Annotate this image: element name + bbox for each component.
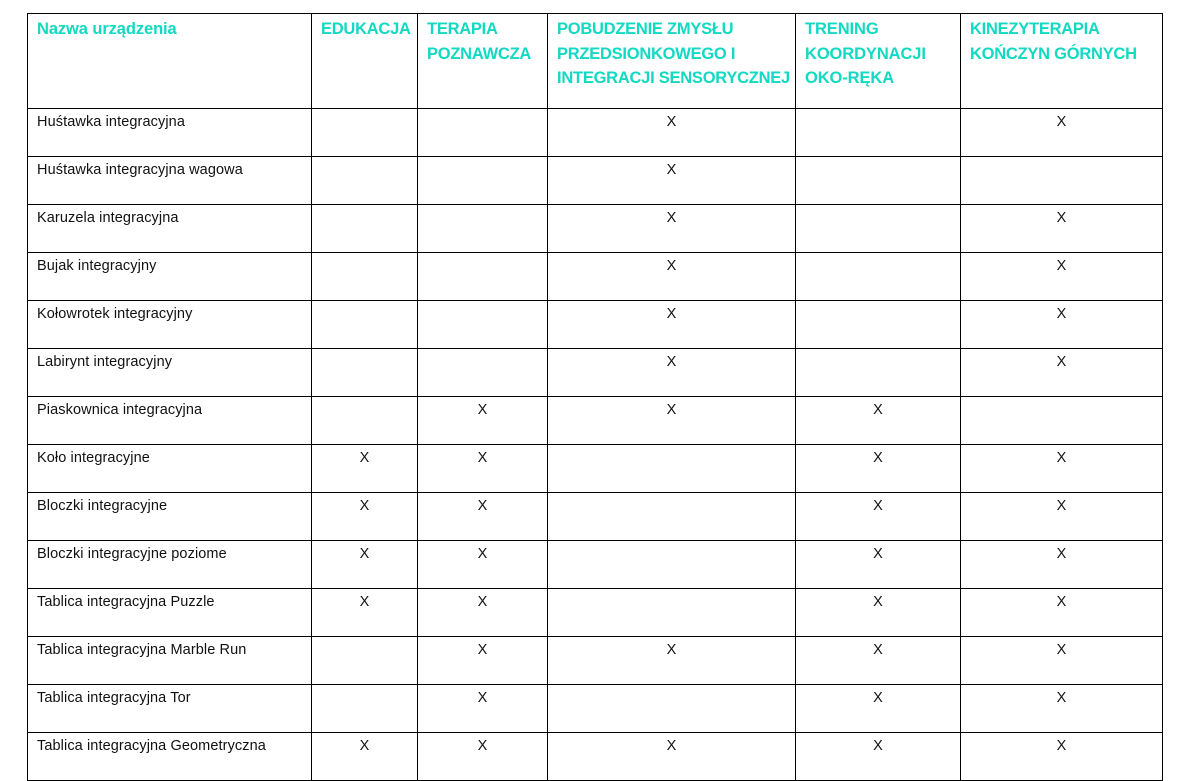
mark-cell-kinezyterapia: X [961, 253, 1163, 301]
mark-cell-kinezyterapia: X [961, 589, 1163, 637]
mark-cell-pobudzenie-zmyslu: X [548, 349, 796, 397]
table-row [28, 397, 1163, 445]
table-row [28, 301, 1163, 349]
table-row [28, 685, 1163, 733]
mark-cell-edukacja: X [312, 733, 418, 781]
mark-cell-kinezyterapia: X [961, 109, 1163, 157]
device-name-cell: Labirynt integracyjny [28, 349, 312, 397]
header-kinezyterapia: KINEZYTERAPIA KOŃCZYN GÓRNYCH [961, 14, 1163, 109]
mark-cell-terapia-poznawcza [418, 253, 548, 301]
device-name-cell: Koło integracyjne [28, 445, 312, 493]
device-name-cell: Tablica integracyjna Marble Run [28, 637, 312, 685]
mark-cell-pobudzenie-zmyslu [548, 589, 796, 637]
table-row [28, 349, 1163, 397]
mark-cell-edukacja [312, 685, 418, 733]
table-row [28, 493, 1163, 541]
mark-cell-trening-koordynacji: X [796, 397, 961, 445]
table-row [28, 253, 1163, 301]
mark-cell-terapia-poznawcza: X [418, 493, 548, 541]
header-terapia-poznawcza: TERAPIA POZNAWCZA [418, 14, 548, 109]
mark-cell-terapia-poznawcza: X [418, 445, 548, 493]
mark-cell-trening-koordynacji: X [796, 637, 961, 685]
mark-cell-pobudzenie-zmyslu: X [548, 205, 796, 253]
table-row [28, 637, 1163, 685]
mark-cell-edukacja [312, 253, 418, 301]
device-name-cell: Bloczki integracyjne poziome [28, 541, 312, 589]
table-row [28, 589, 1163, 637]
header-pobudzenie-zmyslu: POBUDZENIE ZMYSŁU PRZEDSIONKOWEGO I INTEGRACJI SENSORYCZNEJ [548, 14, 796, 109]
mark-cell-terapia-poznawcza: X [418, 637, 548, 685]
mark-cell-pobudzenie-zmyslu: X [548, 637, 796, 685]
table-row [28, 445, 1163, 493]
mark-cell-terapia-poznawcza: X [418, 733, 548, 781]
mark-cell-edukacja [312, 349, 418, 397]
device-name-cell: Huśtawka integracyjna wagowa [28, 157, 312, 205]
mark-cell-terapia-poznawcza [418, 109, 548, 157]
mark-cell-trening-koordynacji [796, 205, 961, 253]
mark-cell-terapia-poznawcza [418, 349, 548, 397]
mark-cell-kinezyterapia: X [961, 349, 1163, 397]
mark-cell-trening-koordynacji: X [796, 493, 961, 541]
mark-cell-edukacja [312, 157, 418, 205]
header-edukacja: EDUKACJA [312, 14, 418, 109]
mark-cell-trening-koordynacji: X [796, 541, 961, 589]
mark-cell-edukacja: X [312, 493, 418, 541]
mark-cell-kinezyterapia: X [961, 493, 1163, 541]
mark-cell-pobudzenie-zmyslu: X [548, 157, 796, 205]
mark-cell-pobudzenie-zmyslu: X [548, 301, 796, 349]
device-name-cell: Tablica integracyjna Tor [28, 685, 312, 733]
mark-cell-pobudzenie-zmyslu [548, 541, 796, 589]
table-row [28, 541, 1163, 589]
mark-cell-kinezyterapia: X [961, 445, 1163, 493]
mark-cell-kinezyterapia: X [961, 685, 1163, 733]
mark-cell-terapia-poznawcza [418, 205, 548, 253]
device-name-cell: Huśtawka integracyjna [28, 109, 312, 157]
mark-cell-trening-koordynacji [796, 349, 961, 397]
mark-cell-edukacja: X [312, 589, 418, 637]
device-name-cell: Tablica integracyjna Geometryczna [28, 733, 312, 781]
mark-cell-edukacja [312, 301, 418, 349]
mark-cell-trening-koordynacji: X [796, 733, 961, 781]
table-row [28, 205, 1163, 253]
header-trening-koordynacji: TRENING KOORDYNACJI OKO-RĘKA [796, 14, 961, 109]
mark-cell-trening-koordynacji: X [796, 685, 961, 733]
device-name-cell: Karuzela integracyjna [28, 205, 312, 253]
device-name-cell: Piaskownica integracyjna [28, 397, 312, 445]
mark-cell-kinezyterapia: X [961, 205, 1163, 253]
device-name-cell: Bujak integracyjny [28, 253, 312, 301]
mark-cell-pobudzenie-zmyslu: X [548, 109, 796, 157]
mark-cell-trening-koordynacji [796, 301, 961, 349]
table-row [28, 733, 1163, 781]
mark-cell-pobudzenie-zmyslu: X [548, 397, 796, 445]
mark-cell-terapia-poznawcza: X [418, 541, 548, 589]
mark-cell-kinezyterapia [961, 397, 1163, 445]
mark-cell-terapia-poznawcza [418, 157, 548, 205]
device-name-cell: Tablica integracyjna Puzzle [28, 589, 312, 637]
mark-cell-edukacja: X [312, 445, 418, 493]
mark-cell-trening-koordynacji [796, 253, 961, 301]
mark-cell-terapia-poznawcza: X [418, 685, 548, 733]
mark-cell-pobudzenie-zmyslu [548, 685, 796, 733]
mark-cell-trening-koordynacji: X [796, 445, 961, 493]
mark-cell-terapia-poznawcza [418, 301, 548, 349]
mark-cell-kinezyterapia [961, 157, 1163, 205]
mark-cell-pobudzenie-zmyslu: X [548, 733, 796, 781]
mark-cell-terapia-poznawcza: X [418, 589, 548, 637]
device-therapy-table [27, 13, 1163, 781]
mark-cell-terapia-poznawcza: X [418, 397, 548, 445]
mark-cell-trening-koordynacji [796, 157, 961, 205]
mark-cell-kinezyterapia: X [961, 541, 1163, 589]
table-header-row [28, 14, 1163, 109]
mark-cell-kinezyterapia: X [961, 637, 1163, 685]
header-device-name: Nazwa urządzenia [28, 14, 312, 109]
mark-cell-edukacja [312, 109, 418, 157]
mark-cell-trening-koordynacji: X [796, 589, 961, 637]
mark-cell-edukacja: X [312, 541, 418, 589]
mark-cell-edukacja [312, 637, 418, 685]
mark-cell-pobudzenie-zmyslu [548, 445, 796, 493]
mark-cell-pobudzenie-zmyslu [548, 493, 796, 541]
table-row [28, 109, 1163, 157]
mark-cell-kinezyterapia: X [961, 733, 1163, 781]
device-name-cell: Kołowrotek integracyjny [28, 301, 312, 349]
table-row [28, 157, 1163, 205]
device-name-cell: Bloczki integracyjne [28, 493, 312, 541]
mark-cell-trening-koordynacji [796, 109, 961, 157]
mark-cell-edukacja [312, 397, 418, 445]
mark-cell-edukacja [312, 205, 418, 253]
mark-cell-kinezyterapia: X [961, 301, 1163, 349]
mark-cell-pobudzenie-zmyslu: X [548, 253, 796, 301]
